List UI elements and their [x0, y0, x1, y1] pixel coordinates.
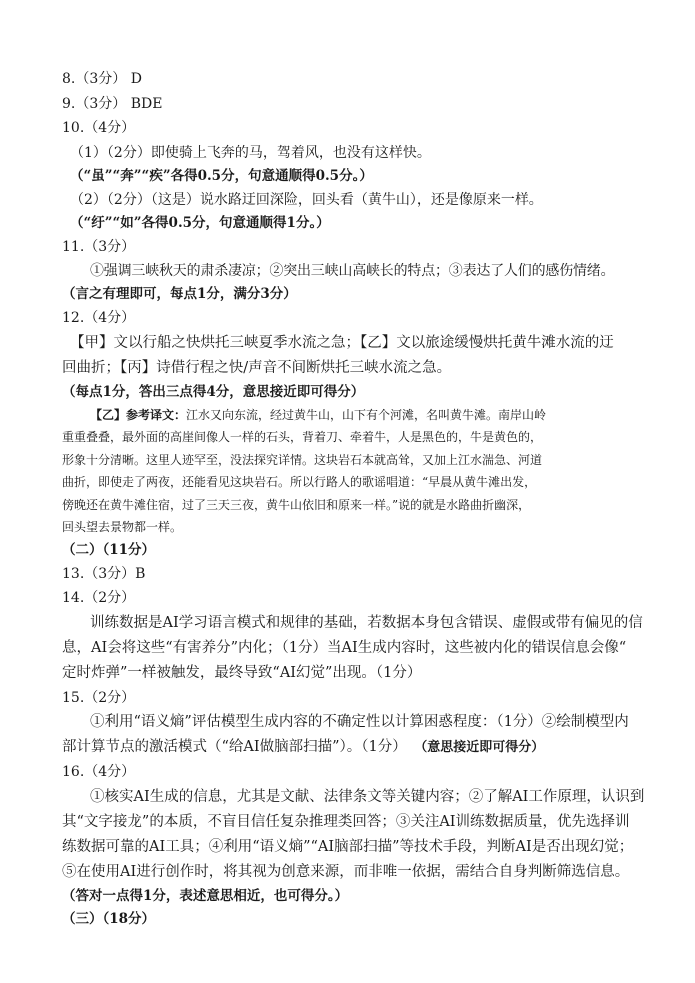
q14-heading: 14.（2分） — [62, 590, 136, 606]
q12-scoring-note: （每点1分，答出三点得4分，意思接近即可得分） — [62, 383, 365, 400]
q12-reference-translation — [62, 404, 655, 539]
q16-answer-line: 练数据可靠的AI工具；④利用“语义熵”“AI脑部扫描”等技术手段，判断AI是否出现幻觉； — [62, 838, 634, 855]
q16-answer-line: ①核实AI生成的信息，尤其是文献、法律条文等关键内容；②了解AI工作原理，认识到 — [90, 788, 645, 805]
q10-part2-scoring-note: （“纡”“如”各得0.5分，句意通顺得1分。） — [70, 214, 330, 231]
q13-answer: 13.（3分）B — [62, 565, 146, 582]
q12-answer-line: 回曲折；【丙】诗借行程之快/声音不间断烘托三峡水流之急。 — [62, 359, 452, 376]
q16-answer-line: 其“文字接龙”的本质，不盲目信任复杂推理类回答；③关注AI训练数据质量，优先选择训 — [62, 813, 630, 830]
translation-line: 重重叠叠，最外面的高崖间像人一样的石头，背着刀、牵着牛，人是黑色的，牛是黄色的， — [62, 430, 543, 444]
q10-part2-answer: （2）（2分）（这是）说水路迂回深险，回头看（黄牛山），还是像原来一样。 — [70, 191, 543, 208]
q15-answer-line: ①利用“语义熵”评估模型生成内容的不确定性以计算困惑程度：（1分）②绘制模型内 — [90, 714, 629, 730]
q10-part1-scoring-note: （“虽”“奔”“疾”各得0.5分，句意通顺得0.5分。） — [70, 167, 373, 184]
q9-answer: 9.（3分） BDE — [62, 95, 163, 112]
q16-heading: 16.（4分） — [62, 764, 136, 780]
translation-line: 回头望去景物都一样。 — [62, 520, 183, 534]
translation-line: 江水又向东流，经过黄牛山，山下有个河滩，名叫黄牛滩。南岸山岭 — [186, 407, 547, 422]
q8-answer: 8.（3分） D — [62, 71, 142, 87]
q16-answer-line: ⑤在使用AI进行创作时，将其视为创意来源，而非唯一依据，需结合自身判断筛选信息。 — [62, 863, 630, 880]
q10-heading: 10.（4分） — [62, 120, 136, 136]
q15-heading: 15.（2分） — [62, 689, 136, 706]
q14-answer-line: 训练数据是AI学习语言模式和规律的基础，若数据本身包含错误、虚假或带有偏见的信 — [90, 614, 643, 631]
q16-scoring-note: （答对一点得1分，表述意思相近，也可得分。） — [62, 887, 349, 904]
q11-answer: ①强调三峡秋天的肃杀凄凉；②突出三峡山高峡长的特点；③表达了人们的感伤情绪。 — [90, 263, 615, 279]
q15-scoring-note: （意思接近即可得分） — [420, 740, 545, 755]
q12-heading: 12.（4分） — [62, 310, 136, 326]
q12-answer-line: 【甲】文以行船之快烘托三峡夏季水流之急；【乙】文以旅途缓慢烘托黄牛滩水流的迂 — [70, 334, 614, 351]
translation-label: 【乙】参考译文： — [90, 407, 187, 422]
q11-scoring-note: （言之有理即可，每点1分，满分3分） — [62, 286, 297, 302]
q16-answer — [62, 785, 655, 885]
translation-line: 曲折，即使走了两夜，还能看见这块岩石。所以行路人的歌谣唱道：“早晨从黄牛滩出发， — [62, 475, 537, 489]
translation-line: 傍晚还在黄牛滩住宿，过了三天三夜，黄牛山依旧和原来一样。”说的就是水路曲折幽深， — [62, 497, 531, 512]
q14-answer-line: 息，AI会将这些“有害养分”内化；（1分）当AI生成内容时，这些被内化的错误信息会像“ — [62, 639, 627, 656]
translation-line: 形象十分清晰。这里人迹罕至，没法探究详情。这块岩石本就高耸，又加上江水湍急、河道 — [62, 452, 543, 467]
q12-answer — [62, 331, 655, 381]
q11-heading: 11.（3分） — [62, 238, 136, 255]
section-3-heading: （三）（18分） — [62, 910, 156, 927]
q10-part1-answer: （1）（2分）即使骑上飞奔的马，驾着风，也没有这样快。 — [70, 144, 431, 161]
q15-answer-line: 部计算节点的激活模式（“给AI做脑部扫描”）。（1分） — [62, 739, 407, 755]
q14-answer-line: 定时炸弹”一样被触发，最终导致“AI幻觉”出现。（1分） — [62, 664, 422, 681]
section-2-heading: （二）（11分） — [62, 541, 156, 558]
q15-answer — [62, 710, 655, 760]
q14-answer — [62, 611, 655, 686]
